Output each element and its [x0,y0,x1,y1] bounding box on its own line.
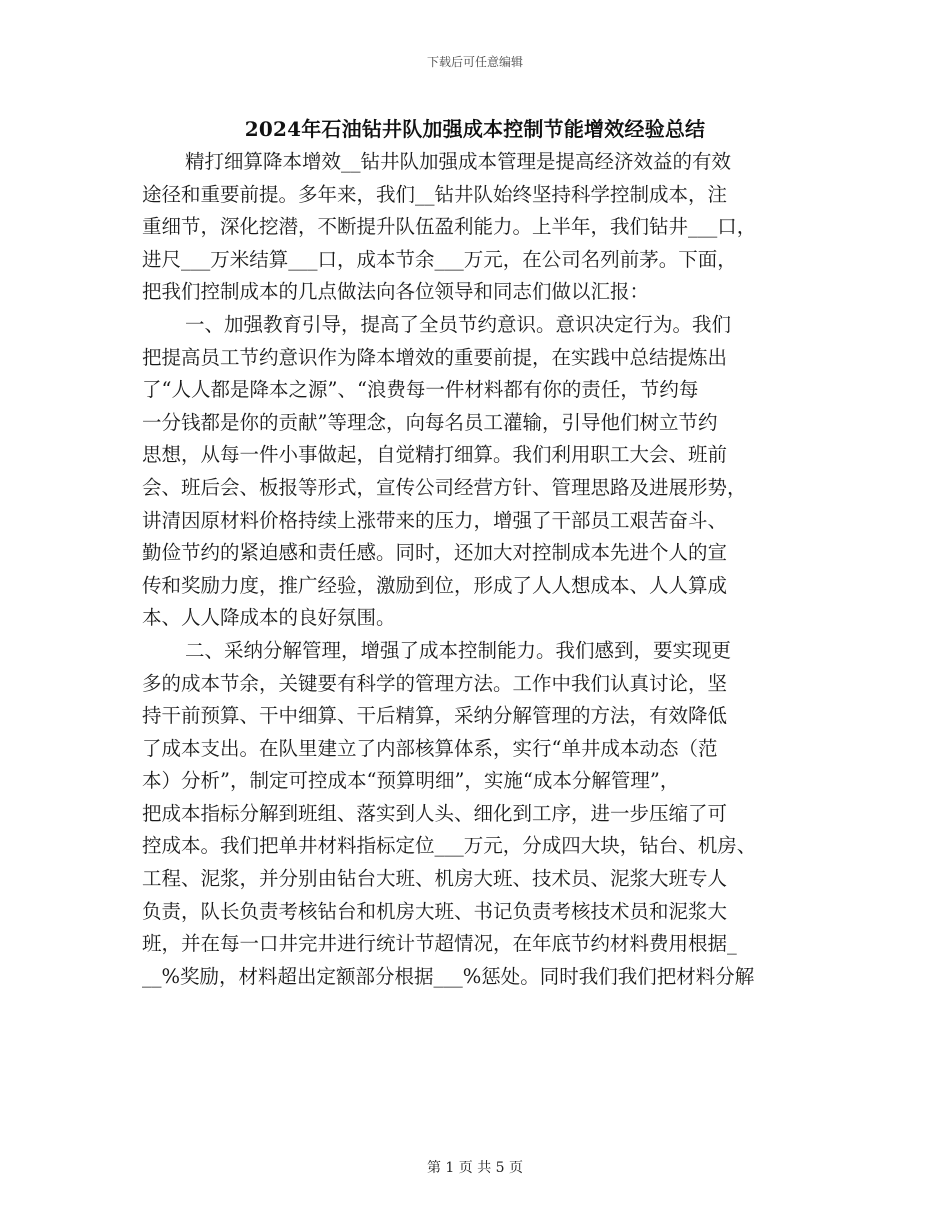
body-line: 班，并在每一口井完井进行统计节超情况，在年底节约材料费用根据_ [142,932,737,956]
body-line: 把成本指标分解到班组、落实到人头、细化到工序，进一步压缩了可 [142,801,728,825]
body-line: 勤俭节约的紧迫感和责任感。同时，还加大对控制成本先进个人的宣 [142,541,728,565]
body-line: 持干前预算、干中细算、干后精算，采纳分解管理的方法，有效降低 [142,704,728,728]
body-line: 传和奖励力度，推广经验，激励到位，形成了人人想成本、人人算成 [142,573,728,597]
body-line: 本、人人降成本的良好氛围。 [142,606,396,630]
body-line: 本）分析”，制定可控成本“预算明细”，实施“成本分解管理”， [142,769,680,793]
body-line: 会、班后会、板报等形式，宣传公司经营方针、管理思路及进展形势， [142,475,747,499]
body-line: 二、采纳分解管理，增强了成本控制能力。我们感到，要实现更 [185,638,732,662]
body-line: 一分钱都是你的贡献”等理念，向每名员工灌输，引导他们树立节约 [142,410,718,434]
header-note: 下载后可任意编辑 [426,55,523,69]
document-title: 2024年石油钻井队加强成本控制节能增效经验总结 [244,117,706,141]
body-line: 途径和重要前提。多年来，我们__钻井队始终坚持科学控制成本，注 [142,182,728,206]
body-line: 把我们控制成本的几点做法向各位领导和同志们做以汇报： [142,280,650,304]
body-line: 把提高员工节约意识作为降本增效的重要前提，在实践中总结提炼出 [142,345,728,369]
body-line: 一、加强教育引导，提高了全员节约意识。意识决定行为。我们 [185,312,732,336]
body-line: 了成本支出。在队里建立了内部核算体系，实行“单井成本动态（范 [142,736,718,760]
body-line: 控成本。我们把单井材料指标定位___万元，分成四大块，钻台、机房、 [142,834,757,858]
body-line: 精打细算降本增效__钻井队加强成本管理是提高经济效益的有效 [185,150,732,173]
page-footer: 第 1 页 共 5 页 [426,1160,524,1176]
document-body [142,146,810,993]
body-line: __%奖励，材料超出定额部分根据___%惩处。同时我们我们把材料分解 [142,964,755,988]
body-line: 了“人人都是降本之源”、“浪费每一件材料都有你的责任，节约每 [142,378,699,402]
body-line: 思想，从每一件小事做起，自觉精打细算。我们利用职工大会、班前 [142,443,728,467]
body-line: 负责，队长负责考核钻台和机房大班、书记负责考核技术员和泥浆大 [142,899,728,923]
body-line: 进尺___万米结算___口，成本节余___万元，在公司名列前茅。下面， [142,247,737,271]
body-line: 讲清因原材料价格持续上涨带来的压力，增强了干部员工艰苦奋斗、 [142,508,728,532]
body-line: 工程、泥浆，并分别由钻台大班、机房大班、技术员、泥浆大班专人 [142,867,728,891]
body-line: 多的成本节余，关键要有科学的管理方法。工作中我们认真讨论，坚 [142,671,728,695]
body-line: 重细节，深化挖潜，不断提升队伍盈利能力。上半年，我们钻井___口， [142,215,757,239]
